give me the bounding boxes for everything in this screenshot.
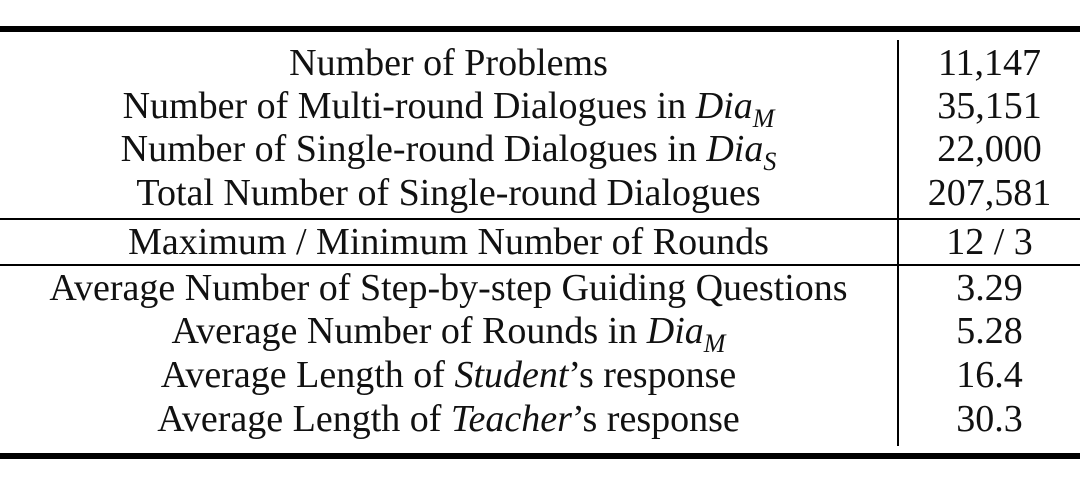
row-value: 11,147 (937, 42, 1042, 84)
row-label: Maximum / Minimum Number of Rounds (128, 221, 769, 263)
row-value: 35,151 (937, 85, 1042, 127)
math-symbol: Dia$_S$ (706, 128, 777, 176)
table-row (0, 310, 1080, 358)
row-value: 5.28 (956, 310, 1023, 352)
bottom-rule (0, 453, 1080, 459)
table-row (0, 267, 1080, 310)
row-label: Average Number of Step-by-step Guiding Questions (49, 267, 848, 309)
math-symbol: Dia$_M$ (646, 310, 726, 358)
row-value: 30.3 (956, 398, 1023, 440)
row-label: Number of Multi-round Dialogues in Dia$_M$ (122, 85, 775, 133)
row-label: Total Number of Single-round Dialogues (136, 172, 761, 214)
row-value: 207,581 (927, 172, 1052, 214)
row-label: Number of Problems (289, 42, 608, 84)
row-label: Average Length of Student’s response (160, 354, 737, 396)
table-row (0, 398, 1080, 441)
row-value: 16.4 (956, 354, 1023, 396)
section-rule-1 (0, 218, 1080, 220)
row-value: 22,000 (937, 128, 1042, 170)
table-row (0, 221, 1080, 264)
row-label: Number of Single-round Dialogues in Dia$_S$ (120, 128, 777, 176)
row-value: 3.29 (956, 267, 1023, 309)
section-rule-2 (0, 264, 1080, 266)
table-row (0, 42, 1080, 85)
table-row (0, 172, 1080, 215)
row-label: Average Length of Teacher’s response (157, 398, 740, 440)
table-row (0, 354, 1080, 397)
row-label: Average Number of Rounds in Dia$_M$ (171, 310, 726, 358)
table-row (0, 85, 1080, 133)
top-rule (0, 26, 1080, 32)
row-value: 12 / 3 (946, 221, 1033, 263)
table-row (0, 128, 1080, 176)
math-symbol: Dia$_M$ (695, 85, 775, 133)
